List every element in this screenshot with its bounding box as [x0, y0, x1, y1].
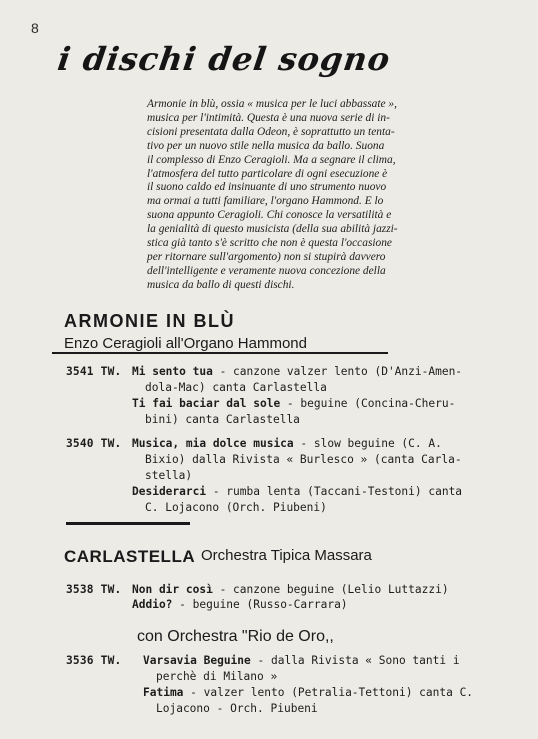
intro-line: la genialità di questo musicista (della sua abilità jazzi-	[147, 223, 398, 236]
track-details: Bixio) dalla Rivista « Burlesco » (canta Carla-	[145, 452, 462, 466]
track-title: Non dir così	[132, 583, 213, 596]
track-details: Lojacono - Orch. Piubeni	[156, 701, 318, 715]
section-subtitle-ceragioli: Enzo Ceragioli all'Organo Hammond	[64, 335, 307, 352]
intro-line: ma ormai a tutti familiare, l'organo Hammond. E lo	[147, 195, 384, 208]
catalog-number: 3538 TW.	[66, 583, 122, 596]
track	[132, 597, 348, 613]
track	[132, 396, 455, 428]
catalog-entry-3541	[66, 364, 496, 434]
track-details: - rumba lenta (Taccani-Testoni) canta	[206, 485, 463, 498]
catalog-entry-3536	[66, 653, 506, 723]
intro-line: per ritornare sull'argomento) non si stupirà davvero	[147, 250, 386, 263]
track-title: Ti fai baciar dal sole	[132, 397, 281, 410]
track	[143, 685, 473, 717]
catalog-number: 3541 TW.	[66, 365, 122, 378]
intro-line: cisioni presentata dalla Odeon, è soprattutto un tenta-	[147, 125, 395, 138]
track-details: bini) canta Carlastella	[145, 412, 300, 426]
track-details: - dalla Rivista « Sono tanti i	[250, 654, 460, 667]
orchestra-line: con Orchestra "Rio de Oro,,	[137, 628, 334, 645]
intro-line: l'atmosfera del tutto particolare di ogni esecuzione è	[147, 167, 388, 180]
track-title: Desiderarci	[132, 485, 207, 498]
track-details: - slow beguine (C. A.	[293, 437, 442, 450]
intro-line: il complesso di Enzo Ceragioli. Ma a segnare il clima,	[147, 153, 396, 166]
intro-line: tivo per un nuovo stile nella musica da ballo. Suona	[147, 139, 385, 152]
track	[132, 582, 449, 598]
intro-line: Armonie in blù, ossia « musica per le luci abbassate »,	[147, 98, 397, 110]
track-details: stella)	[145, 468, 193, 482]
page-title: i dischi del sogno	[55, 40, 393, 78]
track-title: Mi sento tua	[132, 365, 213, 378]
intro-line: il suono caldo ed insinuante di uno strumento nuovo	[147, 181, 387, 194]
track	[143, 653, 460, 685]
track	[132, 436, 462, 483]
intro-line: suona appunto Ceragioli. Chi conosce la versatilità e	[147, 209, 392, 222]
intro-line: stica già tanto s'è scritto che non è questa l'occasione	[147, 237, 392, 250]
section-subtitle-massara: Orchestra Tipica Massara	[201, 547, 372, 564]
intro-line: musica per l'intimità. Questa è una nuova serie di in-	[147, 111, 390, 124]
track	[132, 364, 462, 396]
track-details: - beguine (Concina-Cheru-	[280, 397, 456, 410]
track-title: Musica, mia dolce musica	[132, 437, 294, 450]
intro-paragraph	[147, 98, 485, 293]
track-details: perchè di Milano »	[156, 669, 278, 683]
track	[132, 484, 462, 516]
section-title-carlastella: CARLASTELLA	[64, 547, 196, 566]
track-title: Addio?	[132, 598, 173, 611]
track-details: dola-Mac) canta Carlastella	[145, 380, 327, 394]
track-title: Fatima	[143, 686, 184, 699]
track-details: - canzone beguine (Lelio Luttazzi)	[212, 583, 449, 596]
catalog-entry-3540	[66, 436, 496, 526]
section-divider	[66, 522, 190, 525]
track-details: - beguine (Russo-Carrara)	[172, 598, 348, 611]
track-details: - canzone valzer lento (D'Anzi-Amen-	[212, 365, 463, 378]
page-number: 8	[31, 20, 39, 36]
intro-line: dell'intelligente e veramente nuova concezione della	[147, 264, 386, 277]
intro-line: musica da ballo di questi dischi.	[147, 278, 295, 291]
section-rule	[52, 352, 388, 354]
track-details: C. Lojacono (Orch. Piubeni)	[145, 500, 327, 514]
track-details: - valzer lento (Petralia-Tettoni) canta C.	[183, 686, 474, 699]
catalog-entry-3538	[66, 582, 496, 616]
section-title-armonie: ARMONIE IN BLÙ	[64, 311, 235, 331]
catalog-number: 3536 TW.	[66, 654, 122, 667]
catalog-number: 3540 TW.	[66, 437, 122, 450]
track-title: Varsavia Beguine	[143, 654, 251, 667]
